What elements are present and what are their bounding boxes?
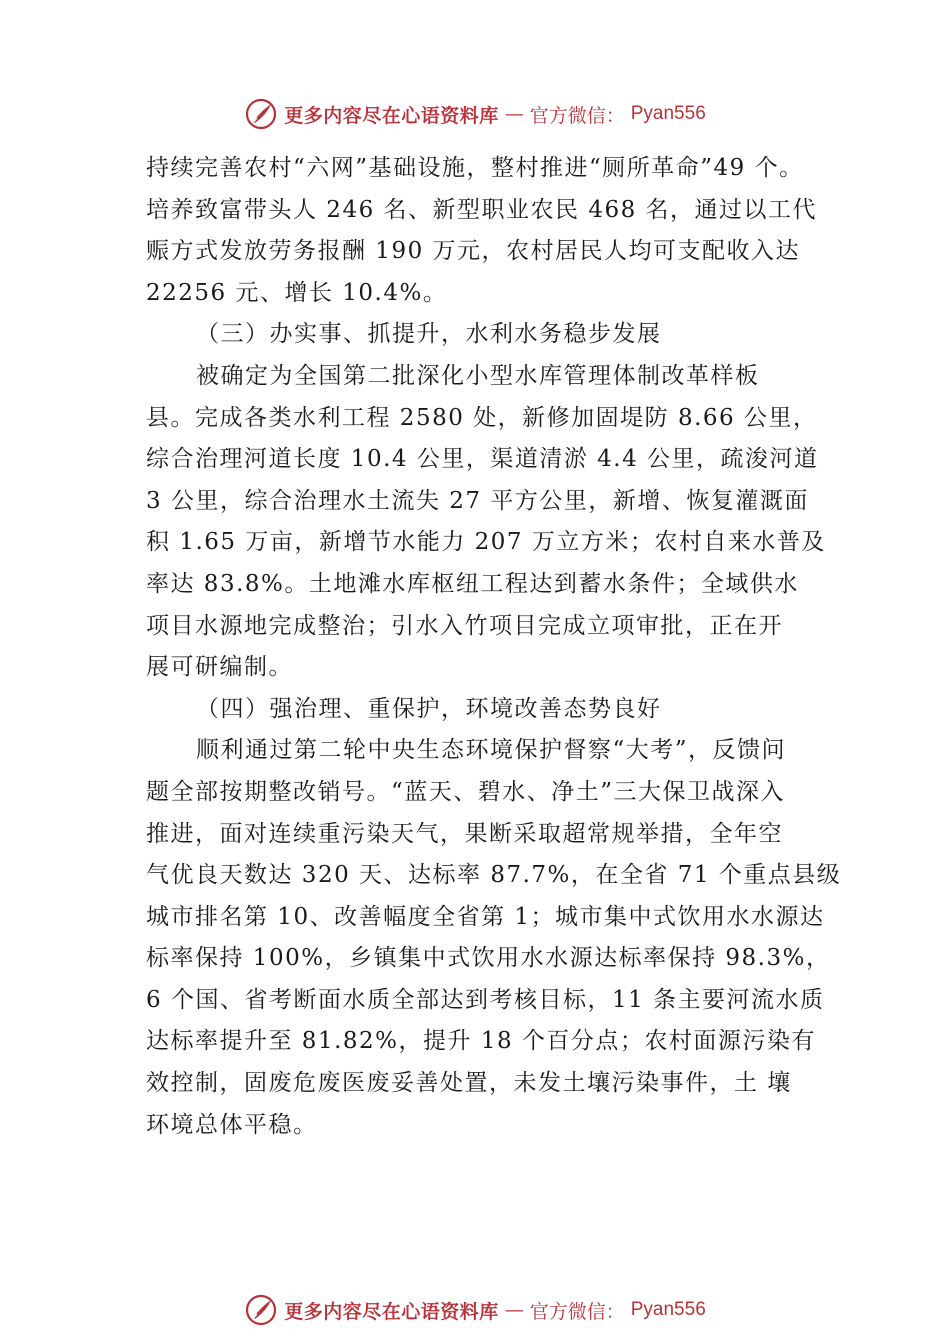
section-heading: （三）办实事、抓提升，水利水务稳步发展 [196, 321, 662, 348]
text-line: 率达 83.8%。土地滩水库枢纽工程达到蓄水条件；全域供水 [146, 570, 799, 597]
document-body [146, 148, 842, 1146]
quill-pen-logo-icon [244, 1293, 278, 1327]
banner-brand-text: 更多内容尽在心语资料库 [284, 1300, 499, 1323]
text-line: 顺利通过第二轮中央生态环境保护督察“大考”，反馈问 [196, 737, 787, 764]
banner-separator: — [504, 1299, 524, 1321]
footer-watermark-banner [0, 1290, 950, 1330]
banner-wechat-handle: Pyan556 [630, 1299, 706, 1320]
quill-pen-logo-icon [244, 97, 278, 131]
text-line: 综合治理河道长度 10.4 公里，渠道清淤 4.4 公里，疏浚河道 [146, 446, 819, 473]
text-line: 培养致富带头人 246 名、新型职业农民 468 名，通过以工代 [146, 196, 818, 223]
text-line: 6 个国、省考断面水质全部达到考核目标，11 条主要河流水质 [146, 986, 825, 1013]
banner-wechat-handle: Pyan556 [630, 103, 706, 124]
text-line: 城市排名第 10、改善幅度全省第 1；城市集中式饮用水水源达 [146, 903, 825, 930]
text-line: 展可研编制。 [146, 654, 293, 681]
text-line: 被确定为全国第二批深化小型水库管理体制改革样板 [196, 362, 760, 389]
banner-brand-text: 更多内容尽在心语资料库 [284, 104, 499, 127]
text-line: 3 公里，综合治理水土流失 27 平方公里，新增、恢复灌溉面 [146, 487, 809, 514]
section-heading: （四）强治理、重保护，环境改善态势良好 [196, 695, 662, 722]
text-line: 达标率提升至 81.82%，提升 18 个百分点；农村面源污染有 [146, 1028, 816, 1055]
text-line: 标率保持 100%，乡镇集中式饮用水水源达标率保持 98.3%， [146, 945, 831, 972]
text-line: 气优良天数达 320 天、达标率 87.7%，在全省 71 个重点县级 [146, 862, 842, 889]
text-line: 效控制，固废危废医废妥善处置，未发土壤污染事件，土 壤 [146, 1070, 792, 1097]
text-line: 22256 元、增长 10.4%。 [146, 279, 448, 306]
banner-wechat-label: 官方微信： [529, 1300, 625, 1323]
text-line: 推进，面对连续重污染天气，果断采取超常规举措，全年空 [146, 820, 783, 847]
banner-wechat-label: 官方微信： [529, 104, 625, 127]
text-line: 县。完成各类水利工程 2580 处，新修加固堤防 8.66 公里， [146, 404, 818, 431]
text-line: 赈方式发放劳务报酬 190 万元，农村居民人均可支配收入达 [146, 238, 801, 265]
text-line: 积 1.65 万亩，新增节水能力 207 万立方米；农村自来水普及 [146, 529, 826, 556]
text-line: 题全部按期整改销号。“蓝天、碧水、净土”三大保卫战深入 [146, 778, 786, 805]
header-watermark-banner [0, 94, 950, 134]
text-line: 持续完善农村“六网”基础设施，整村推进“厕所革命”49 个。 [146, 155, 804, 181]
text-line: 环境总体平稳。 [146, 1111, 318, 1138]
banner-separator: — [504, 103, 524, 125]
text-line: 项目水源地完成整治；引水入竹项目完成立项审批，正在开 [146, 612, 783, 639]
